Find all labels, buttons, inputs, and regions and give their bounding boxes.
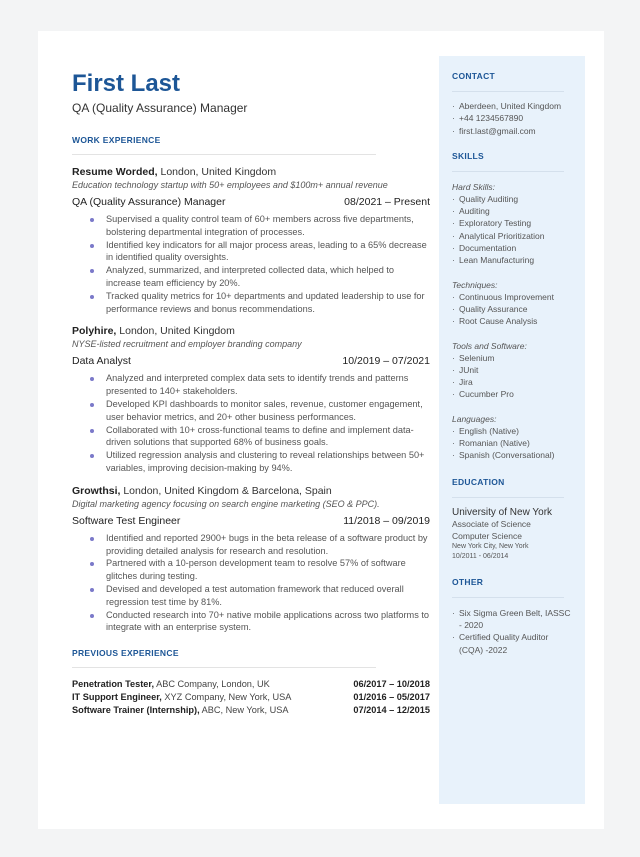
previous-role: Penetration Tester, — [72, 679, 155, 690]
skill-item: · Auditing — [452, 205, 572, 217]
job-dates: 08/2021 – Present — [344, 196, 430, 208]
job-bullets — [72, 372, 430, 474]
job-position: Software Test Engineer — [72, 514, 181, 527]
job-title-row — [72, 196, 430, 208]
previous-org: ABC Company, London, UK — [154, 679, 270, 690]
job-bullet: Analyzed, summarized, and interpreted collected data, which helped to increase team efficiency by 20%. — [72, 264, 430, 290]
job-company: Resume Worded, — [72, 166, 158, 178]
skill-item: · JUnit — [452, 364, 572, 376]
job-company-line — [72, 325, 430, 337]
job-company-description: Education technology startup with 50+ employees and $100m+ annual revenue — [72, 180, 388, 190]
skill-item: · Documentation — [452, 242, 572, 254]
job-bullet: Identified key indicators for all major process areas, leading to a 65% decrease in identified quality oversights. — [72, 239, 430, 265]
job-bullets — [72, 213, 430, 315]
job-bullet: Utilized regression analysis and clustering to reveal relationships between 50+ variables, improving decision-making by 94%. — [72, 449, 430, 475]
skill-item: · Quality Auditing — [452, 193, 572, 205]
job-bullet: Identified and reported 2900+ bugs in the beta release of a software product by providing detailed analysis for research and resolution. — [72, 532, 430, 558]
skill-item: · Root Cause Analysis — [452, 315, 572, 327]
certification-item: · Certified Quality Auditor (CQA) -2022 — [452, 631, 572, 656]
education-school: University of New York — [452, 506, 553, 518]
job-bullet: Developed KPI dashboards to monitor sales, revenue, customer engagement, user behavior metrics, and 20+ other business performances. — [72, 398, 430, 424]
tools-label: Tools and Software: — [452, 340, 527, 351]
previous-role: IT Support Engineer, — [72, 692, 162, 703]
job-entry — [72, 485, 430, 634]
job-bullet: Tracked quality metrics for 10+ departments and updated leadership to use for performance reviews and bonus recommendations. — [72, 290, 430, 316]
candidate-name: First Last — [72, 70, 181, 97]
contact-location: · Aberdeen, United Kingdom — [452, 100, 572, 112]
job-dates: 10/2019 – 07/2021 — [342, 355, 430, 368]
education-location: New York City, New York — [452, 542, 529, 550]
section-divider — [72, 667, 376, 668]
other-heading: OTHER — [452, 576, 484, 587]
previous-experience-item — [72, 691, 430, 704]
previous-role: Software Trainer (Internship), — [72, 705, 200, 716]
work-experience-heading: WORK EXPERIENCE — [72, 135, 161, 145]
sidebar — [439, 56, 585, 804]
previous-experience-list — [72, 678, 430, 717]
job-company-line — [72, 166, 430, 178]
hard-skills-label: Hard Skills: — [452, 181, 495, 192]
education-dates: 10/2011 - 06/2014 — [452, 552, 509, 560]
previous-dates: 01/2016 – 05/2017 — [353, 692, 430, 703]
education-heading: EDUCATION — [452, 476, 505, 487]
job-bullet: Collaborated with 10+ cross-functional teams to define and implement data-driven solutions that supported 68% of business goals. — [72, 424, 430, 450]
job-company: Growthsi, — [72, 484, 121, 497]
skills-list — [452, 181, 572, 462]
previous-org: ABC, New York, USA — [199, 705, 289, 716]
job-bullets — [72, 532, 430, 634]
skill-item: · Quality Assurance — [452, 303, 572, 315]
job-position: Data Analyst — [72, 355, 131, 368]
language-item: · Spanish (Conversational) — [452, 449, 572, 461]
sidebar-divider — [452, 497, 564, 498]
job-location: London, United Kingdom & Barcelona, Spain — [120, 484, 332, 497]
job-location: London, United Kingdom — [157, 166, 277, 178]
sidebar-divider — [452, 91, 564, 92]
job-bullet: Supervised a quality control team of 60+ members across five departments, bolstering departmental integration of processes. — [72, 213, 430, 239]
job-bullet: Analyzed and interpreted complex data sets to identify trends and patterns presented to 140+ stakeholders. — [72, 372, 430, 398]
skill-item: · Jira — [452, 376, 572, 388]
job-position: QA (Quality Assurance) Manager — [72, 196, 226, 208]
education-entry — [452, 507, 572, 562]
job-title-row — [72, 355, 430, 367]
candidate-role: QA (Quality Assurance) Manager — [72, 101, 248, 115]
certification-item: · Six Sigma Green Belt, IASSC - 2020 — [452, 607, 572, 632]
job-company: Polyhire, — [72, 325, 117, 338]
job-company-line — [72, 485, 430, 497]
skill-item: · Lean Manufacturing — [452, 254, 572, 266]
previous-dates: 06/2017 – 10/2018 — [353, 679, 430, 690]
job-bullet: Conducted research into 70+ native mobile applications across two platforms to integrate with an enterprise system. — [72, 609, 430, 635]
job-entry — [72, 325, 430, 474]
job-company-description: Digital marketing agency focusing on search engine marketing (SEO & PPC). — [72, 498, 380, 509]
job-dates: 11/2018 – 09/2019 — [343, 514, 430, 527]
languages-label: Languages: — [452, 413, 497, 424]
other-list — [452, 607, 572, 656]
contact-phone[interactable]: · +44 1234567890 — [452, 112, 572, 124]
section-divider — [72, 154, 376, 155]
job-bullet: Partnered with a 10-person development team to resolve 57% of software glitches during testing. — [72, 557, 430, 583]
skill-item: · Continuous Improvement — [452, 291, 572, 303]
language-item: · Romanian (Native) — [452, 437, 572, 449]
skills-heading: SKILLS — [452, 150, 485, 161]
job-title-row — [72, 515, 430, 527]
previous-experience-item — [72, 678, 430, 691]
main-column — [72, 69, 430, 717]
techniques-label: Techniques: — [452, 279, 498, 290]
previous-experience-item — [72, 704, 430, 717]
skill-item: · Selenium — [452, 352, 572, 364]
job-entry — [72, 166, 430, 315]
job-company-description: NYSE-listed recruitment and employer branding company — [72, 339, 302, 350]
sidebar-divider — [452, 597, 564, 598]
skill-item: · Exploratory Testing — [452, 217, 572, 229]
contact-email[interactable]: · first.last@gmail.com — [452, 125, 572, 137]
skill-item: · Analytical Prioritization — [452, 230, 572, 242]
job-bullet: Devised and developed a test automation framework that reduced overall regression test time by 81%. — [72, 583, 430, 609]
resume-page — [38, 31, 604, 829]
contact-heading: CONTACT — [452, 71, 496, 81]
language-item: · English (Native) — [452, 425, 572, 437]
sidebar-divider — [452, 171, 564, 172]
skill-item: · Cucumber Pro — [452, 388, 572, 400]
previous-experience-heading: PREVIOUS EXPERIENCE — [72, 648, 179, 659]
education-degree: Associate of Science — [452, 518, 531, 529]
contact-list — [452, 100, 572, 137]
education-major: Computer Science — [452, 530, 522, 541]
previous-dates: 07/2014 – 12/2015 — [353, 705, 430, 716]
job-location: London, United Kingdom — [116, 325, 235, 338]
previous-org: XYZ Company, New York, USA — [161, 692, 292, 703]
